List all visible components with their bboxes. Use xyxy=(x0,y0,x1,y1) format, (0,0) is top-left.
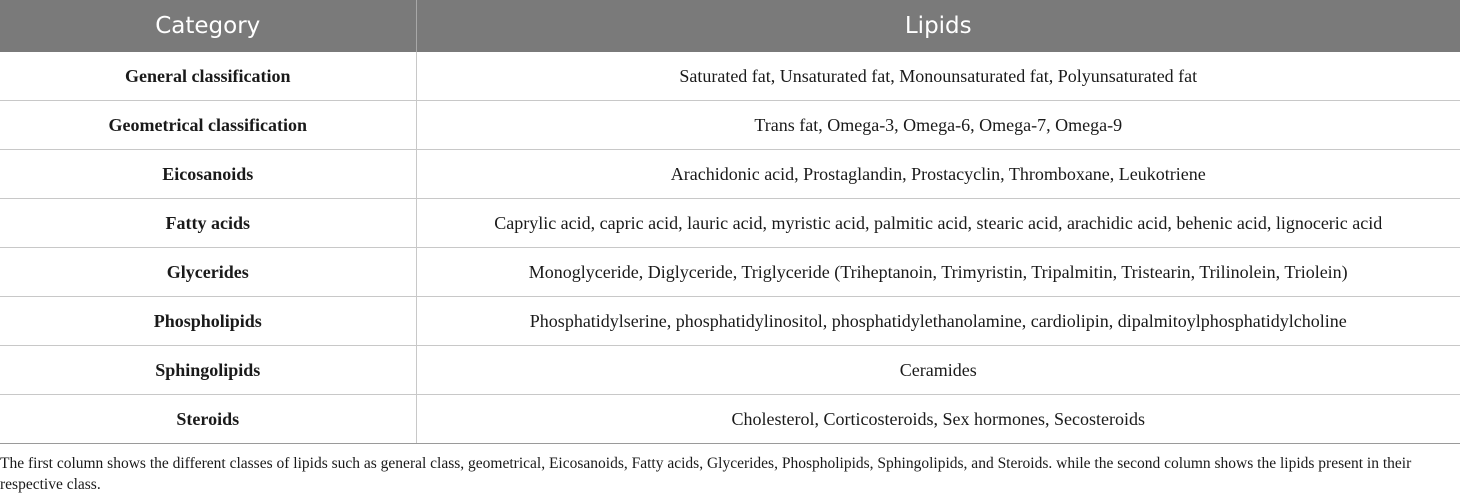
table-row xyxy=(0,248,1460,297)
lipids-cell: Saturated fat, Unsaturated fat, Monounsaturated fat, Polyunsaturated fat xyxy=(416,52,1460,101)
table-body xyxy=(0,52,1460,444)
header-category: Category xyxy=(0,0,416,52)
category-cell: Geometrical classification xyxy=(0,101,416,150)
category-cell: Glycerides xyxy=(0,248,416,297)
table-header xyxy=(0,0,1460,52)
lipids-cell: Ceramides xyxy=(416,346,1460,395)
lipids-cell: Arachidonic acid, Prostaglandin, Prostacyclin, Thromboxane, Leukotriene xyxy=(416,150,1460,199)
header-lipids: Lipids xyxy=(416,0,1460,52)
category-cell: General classification xyxy=(0,52,416,101)
table-row xyxy=(0,346,1460,395)
lipids-cell: Trans fat, Omega-3, Omega-6, Omega-7, Omega-9 xyxy=(416,101,1460,150)
lipids-cell: Phosphatidylserine, phosphatidylinositol, phosphatidylethanolamine, cardiolipin, dipalmitoylphosphatidylcholine xyxy=(416,297,1460,346)
table-row xyxy=(0,297,1460,346)
category-cell: Sphingolipids xyxy=(0,346,416,395)
table-row xyxy=(0,150,1460,199)
category-cell: Fatty acids xyxy=(0,199,416,248)
table-row xyxy=(0,395,1460,444)
table-footnote: The first column shows the different classes of lipids such as general class, geometrical, Eicosanoids, Fatty acids, Glycerides, Phospholipids, Sphingolipids, and Steroids. while the second column shows the lipids present in their respective class. xyxy=(0,455,1412,493)
category-cell: Eicosanoids xyxy=(0,150,416,199)
lipids-cell: Caprylic acid, capric acid, lauric acid, myristic acid, palmitic acid, stearic acid, arachidic acid, behenic acid, lignoceric acid xyxy=(416,199,1460,248)
category-cell: Steroids xyxy=(0,395,416,444)
table-row xyxy=(0,52,1460,101)
table-row xyxy=(0,199,1460,248)
category-cell: Phospholipids xyxy=(0,297,416,346)
table-row xyxy=(0,101,1460,150)
header-row xyxy=(0,0,1460,52)
lipids-cell: Monoglyceride, Diglyceride, Triglyceride (Triheptanoin, Trimyristin, Tripalmitin, Tristearin, Trilinolein, Triolein) xyxy=(416,248,1460,297)
lipids-cell: Cholesterol, Corticosteroids, Sex hormones, Secosteroids xyxy=(416,395,1460,444)
